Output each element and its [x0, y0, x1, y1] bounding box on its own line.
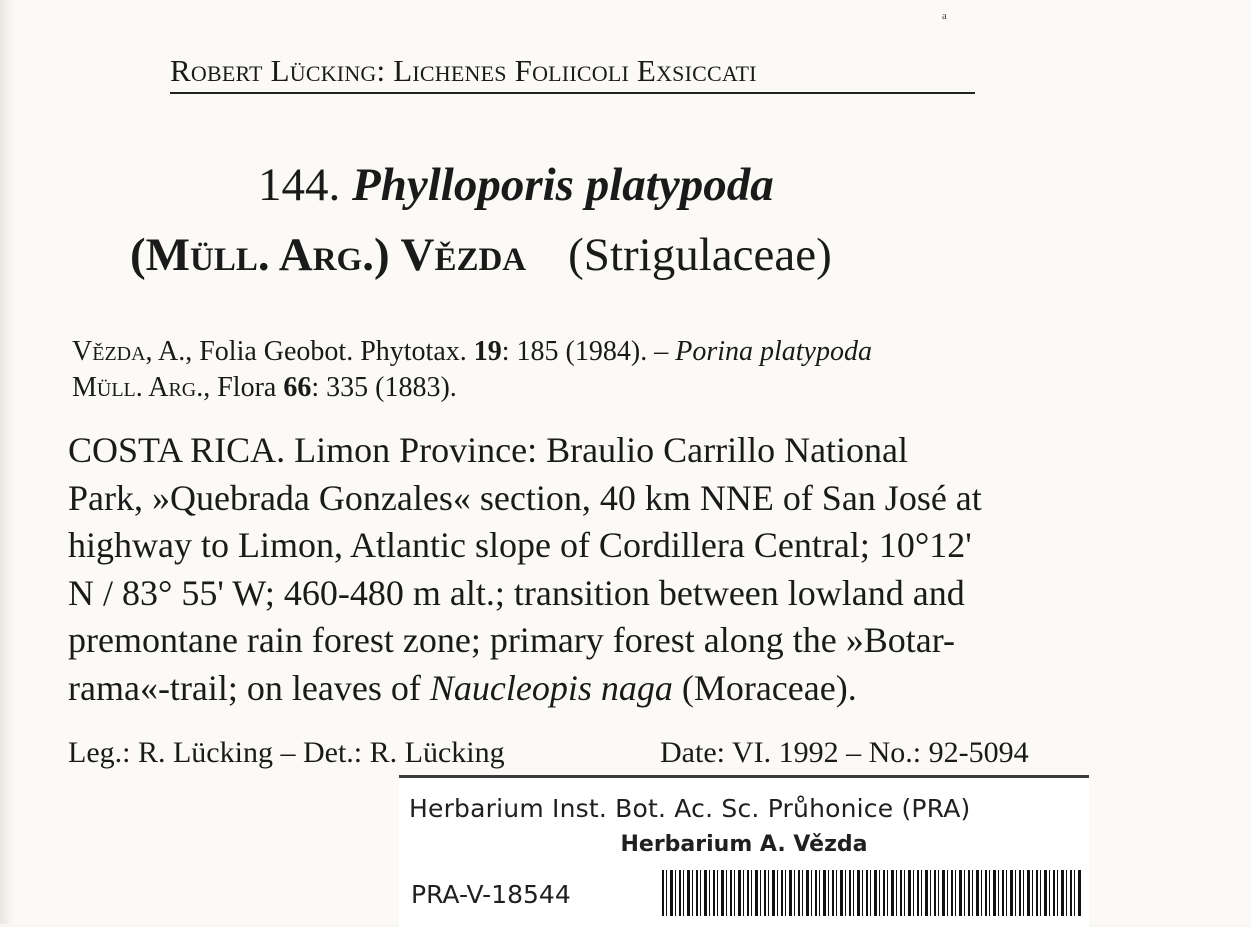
basionym-pages: : 335 (1883). — [311, 372, 457, 403]
herbarium-barcode-label — [399, 775, 1089, 927]
host-family: (Moraceae). — [672, 667, 857, 708]
taxon-name: Phylloporis platypoda — [352, 159, 774, 211]
basionym-author: Müll. Arg. — [72, 372, 204, 403]
series-title: Robert Lücking: Lichenes Foliicoli Exsiccati — [170, 52, 975, 94]
locality-line-4: N / 83° 55' W; 460-480 m alt.; transition between lowland and — [68, 572, 965, 613]
locality-line-1: COSTA RICA. Limon Province: Braulio Carrillo National — [68, 430, 909, 470]
citation-text: , A., Folia Geobot. Phytotax. — [145, 336, 474, 367]
citation-line-1 — [72, 334, 1082, 370]
herbarium-institution: Herbarium Inst. Bot. Ac. Sc. Průhonice (PRA) — [409, 794, 971, 823]
species-title-line — [258, 157, 958, 213]
locality-line-5: premontane rain forest zone; primary forest along the »Botar- — [68, 620, 955, 660]
collection-locality — [68, 427, 1078, 712]
substrate-text: rama«-trail; on leaves of — [68, 667, 430, 708]
locality-line-3: highway to Limon, Atlantic slope of Cordillera Central; 10°12' — [68, 525, 972, 565]
literature-citation — [72, 334, 1082, 406]
paper-edge-shadow — [0, 0, 14, 924]
basionym-journal: , Flora — [203, 372, 284, 403]
family-name: (Strigulaceae) — [568, 229, 832, 281]
citation-author: Vězda — [72, 336, 146, 367]
collector-determiner: Leg.: R. Lücking – Det.: R. Lücking — [68, 736, 505, 769]
locality-line-2: Park, »Quebrada Gonzales« section, 40 km NNE of San José at — [68, 477, 982, 518]
collection-date-number: Date: VI. 1992 – No.: 92-5094 — [660, 736, 1029, 769]
herbarium-collection-name: Herbarium A. Vězda — [620, 832, 868, 857]
accession-number: PRA-V-18544 — [411, 880, 571, 909]
exsiccata-number: 144. — [258, 159, 341, 211]
basionym-volume: 66 — [283, 372, 312, 403]
barcode — [662, 870, 1081, 916]
citation-line-2 — [72, 370, 1082, 406]
authority-family-line — [130, 226, 1030, 284]
locality-line-6 — [68, 665, 1078, 713]
citation-volume: 19 — [473, 336, 502, 367]
printed-mark: ᵃ — [942, 8, 948, 28]
host-plant-name: Naucleopis naga — [429, 667, 673, 708]
basionym-name: Porina platypoda — [675, 336, 872, 367]
citation-pages: : 185 (1984). – — [501, 336, 676, 367]
collector-date-line — [68, 733, 1068, 773]
taxon-authority: (Müll. Arg.) Vězda — [130, 229, 527, 281]
